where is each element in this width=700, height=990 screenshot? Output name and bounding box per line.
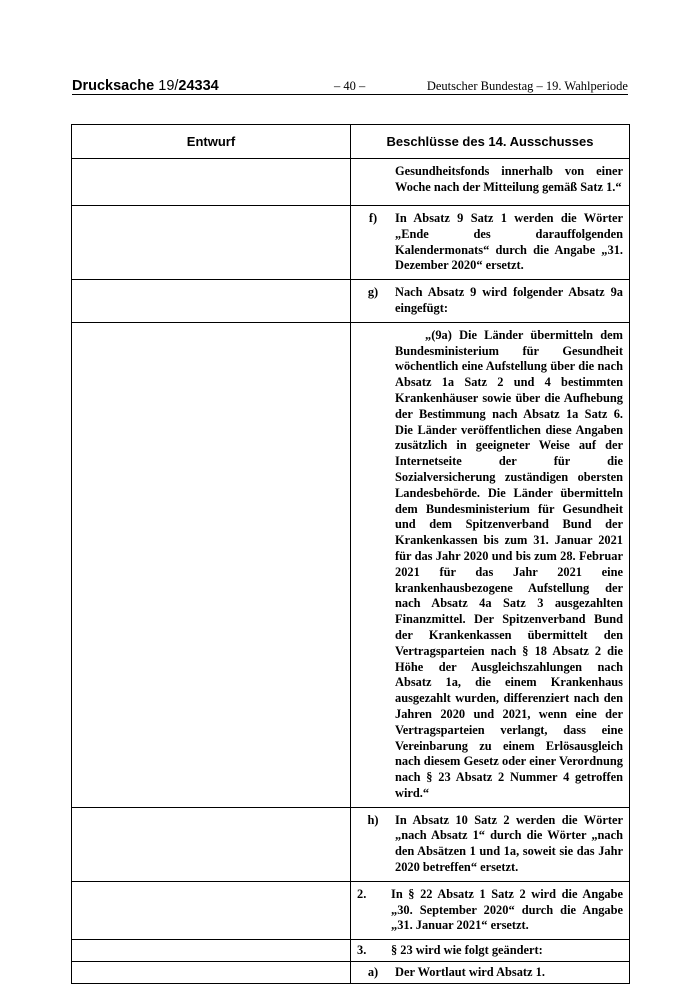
beschluss-cell — [351, 280, 630, 323]
table-row — [72, 322, 630, 807]
column-header-entwurf: Entwurf — [72, 125, 351, 159]
row-text: In Absatz 10 Satz 2 werden die Wörter „nach Absatz 1“ durch die Wörter „nach den Absätzen 1 und 1a, soweit sie das Jahr 2020 betreffen“ ersetzt. — [395, 812, 623, 875]
table-row — [72, 280, 630, 323]
row-text: In Absatz 9 Satz 1 werden die Wörter „Ende des darauffolgenden Kalendermonats“ durch die Angabe „31. Dezember 2020“ ersetzt. — [395, 211, 623, 273]
header-rule — [72, 94, 628, 95]
row-label: 3. — [357, 943, 367, 958]
page-number: – 40 – — [334, 79, 366, 93]
table-row — [72, 807, 630, 881]
beschluss-cell — [351, 807, 630, 881]
row-label: g) — [367, 285, 379, 300]
row-label: a) — [367, 965, 379, 980]
table-row — [72, 940, 630, 962]
entwurf-cell — [72, 881, 351, 939]
row-text: § 23 wird wie folgt geändert: — [391, 943, 543, 958]
document-number — [72, 78, 219, 94]
table-row — [72, 206, 630, 280]
beschluss-cell — [351, 881, 630, 939]
table-row — [72, 881, 630, 939]
row-text: „(9a) Die Länder übermitteln dem Bundesministerium für Gesundheit wöchentlich eine Aufstellung über die nach Absatz 1a Satz 2 und 4 bestimmten Krankenhäuser sowie über die Aufhebung der Bestimmung nach Absatz 1a Satz 6. Die Länder veröffentlichen diese Angaben zusätzlich in geeigneter Weise auf der Internetseite der für die Sozialversicherung zuständigen obersten Landesbehörde. Die Länder übermitteln dem Bundesministerium für Gesundheit und dem Spitzenverband Bund der Krankenkassen bis zum 31. Januar 2021 für das Jahr 2020 und bis zum 28. Februar 2021 für das Jahr 2021 eine krankenhausbezogene Aufstellung der nach Absatz 4a Satz 3 ausgezahlten Finanzmittel. Der Spitzenverband Bund der Krankenkassen übermittelt den Vertragsparteien nach § 18 Absatz 2 die Höhe der Ausgleichszahlungen nach Absatz 1a, die einem Krankenhaus ausgezahlt wurden, differenziert nach den Jahren 2020 und 2021, wenn eine der Vertragsparteien verlangt, dass eine Vereinbarung zu einem Erlösausgleich nach diesem Gesetz oder einer Verordnung nach § 23 Absatz 2 Nummer 4 getroffen wird.“ — [395, 327, 623, 800]
beschluss-cell — [351, 159, 630, 206]
table-row — [72, 159, 630, 206]
table-header-row — [72, 125, 630, 159]
synopsis-table — [71, 124, 630, 984]
row-text: Gesundheitsfonds innerhalb von einer Woche nach der Mitteilung gemäß Satz 1.“ — [395, 164, 623, 194]
row-text: In § 22 Absatz 1 Satz 2 wird die Angabe „30. September 2020“ durch die Angabe „31. Januar 2021“ ersetzt. — [391, 886, 623, 933]
doc-number-prefix: 19/ — [158, 78, 179, 94]
row-label: h) — [367, 812, 379, 827]
row-label: f) — [368, 211, 378, 225]
entwurf-cell — [72, 280, 351, 323]
column-header-beschluesse: Beschlüsse des 14. Ausschusses — [351, 125, 630, 159]
beschluss-cell — [351, 322, 630, 807]
entwurf-cell — [72, 322, 351, 807]
row-text: Nach Absatz 9 wird folgender Absatz 9a eingefügt: — [395, 285, 623, 315]
beschluss-cell — [351, 962, 630, 984]
doc-number: 24334 — [178, 78, 219, 94]
beschluss-cell — [351, 940, 630, 962]
doc-label: Drucksache — [72, 78, 155, 94]
table-row — [72, 962, 630, 984]
entwurf-cell — [72, 159, 351, 206]
beschluss-cell — [351, 206, 630, 280]
entwurf-cell — [72, 940, 351, 962]
entwurf-cell — [72, 807, 351, 881]
publisher: Deutscher Bundestag – 19. Wahlperiode — [426, 79, 628, 93]
row-label: 2. — [357, 886, 367, 901]
row-text: Der Wortlaut wird Absatz 1. — [395, 965, 545, 980]
entwurf-cell — [72, 206, 351, 280]
entwurf-cell — [72, 962, 351, 984]
